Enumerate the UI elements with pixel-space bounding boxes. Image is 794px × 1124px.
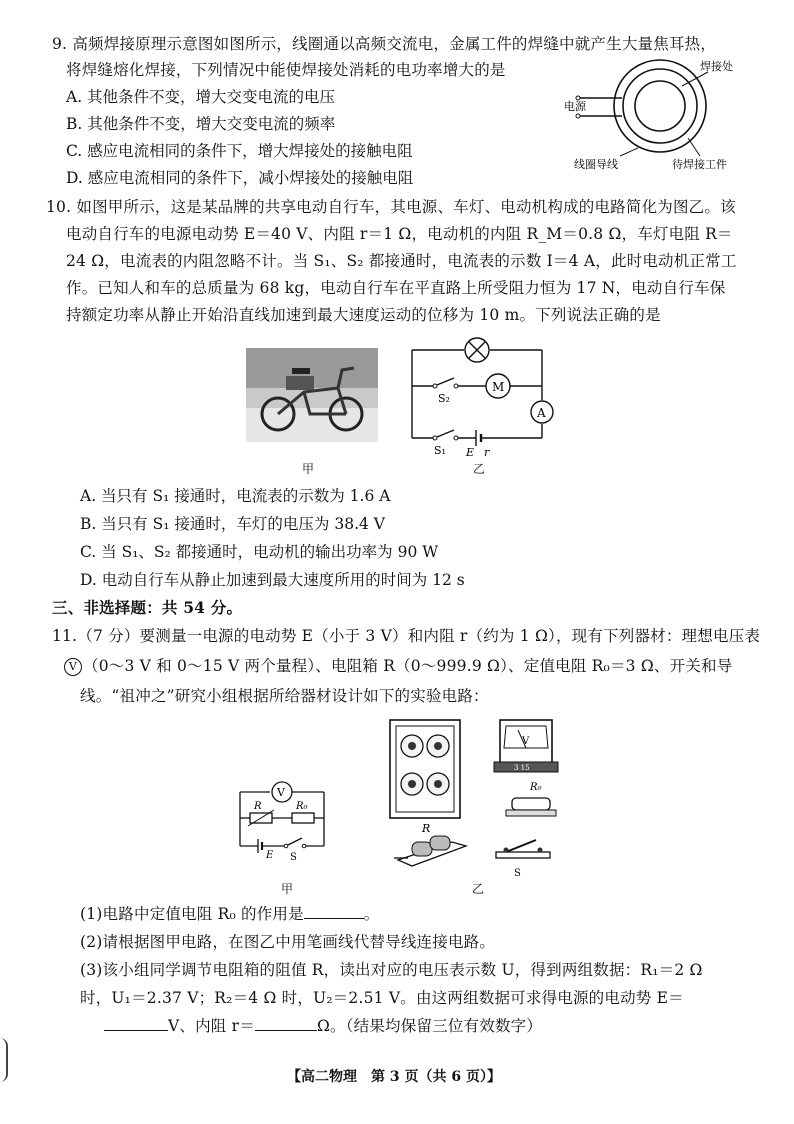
q11-sub1-end: 。 (363, 905, 380, 923)
q11-stem-line1: 11.（7 分）要测量一电源的电动势 E（小于 3 V）和内阻 r（约为 1 Ω），现有下列器材：理想电压表 (52, 627, 761, 645)
q10-circuit-s2-label: S₂ (438, 392, 450, 405)
q11-fig-yi-label: 乙 (472, 882, 485, 896)
q11-stem-line2-text: （0～3 V 和 0～15 V 两个量程）、电阻箱 R（0～999.9 Ω）、定值电阻 R₀＝3 Ω、开关和导 (83, 657, 733, 675)
q10-option-a: A. 当只有 S₁ 接通时，电流表的示数为 1.6 A (80, 487, 391, 505)
page-footer: 【高二物理 第 3 页（共 6 页）】 (287, 1069, 501, 1085)
q9-option-a: A. 其他条件不变，增大交变电流的电压 (66, 88, 336, 106)
q9-option-c: C. 感应电流相同的条件下，增大焊接处的接触电阻 (66, 142, 413, 160)
q10-fig-yi-label: 乙 (473, 462, 486, 476)
q11-sub3-line1: (3)该小组同学调节电阻箱的阻值 R，读出对应的电压表示数 U，得到两组数据：R₁＝2 Ω (80, 961, 703, 979)
q10-stem-line1: 10. 如图甲所示，这是某品牌的共享电动自行车，其电源、车灯、电动机构成的电路简化为图乙。该 (46, 198, 736, 216)
q11-circuit-v-label: V (277, 786, 285, 799)
q10-stem-line4: 作。已知人和车的总质量为 68 kg，电动自行车在平直路上所受阻力恒为 17 N，电动自行车保 (66, 279, 726, 297)
q11-apparatus-meter-scale: 3 15 (514, 764, 530, 772)
q10-bike-photo (246, 348, 378, 442)
section-3-heading: 三、非选择题：共 54 分。 (52, 598, 243, 617)
q9-label-coil-wire: 线圈导线 (574, 158, 618, 171)
q11-sub1-text: (1)电路中定值电阻 R₀ 的作用是 (80, 905, 304, 923)
q11-apparatus-r-label: R (422, 822, 431, 835)
q11-resistance-answer-blank[interactable] (255, 1016, 317, 1031)
q9-welding-figure (560, 56, 750, 176)
q11-circuit-e-label: E (266, 850, 274, 861)
q11-circuit-diagram (232, 778, 332, 862)
q10-fig-jia-label: 甲 (302, 462, 315, 476)
q11-apparatus-figure (386, 712, 576, 884)
q11-stem-line3: 线。“祖冲之”研究小组根据所给器材设计如下的实验电路： (80, 687, 489, 705)
q11-circuit-r0-label: R₀ (296, 801, 308, 812)
q11-fig-jia-label: 甲 (281, 882, 294, 896)
q11-stem-line2 (64, 656, 732, 676)
q11-sub3-line2: 时，U₁＝2.37 V；R₂＝4 Ω 时，U₂＝2.51 V。由这两组数据可求得电源的电动势 E＝ (80, 989, 684, 1007)
q10-stem-line5: 持额定功率从静止开始沿直线加速到最大速度运动的位移为 10 m。下列说法正确的是 (66, 306, 661, 324)
q11-sub1-answer-blank[interactable] (304, 904, 364, 919)
q9-stem-line2: 将焊缝熔化焊接，下列情况中能使焊接处消耗的电功率增大的是 (66, 61, 506, 79)
q9-option-d: D. 感应电流相同的条件下，减小焊接处的接触电阻 (66, 169, 414, 187)
q9-stem-line1: 9. 高频焊接原理示意图如图所示，线圈通以高频交流电，金属工件的焊缝中就产生大量焦耳热， (52, 35, 717, 53)
q11-sub2: (2)请根据图甲电路，在图乙中用笔画线代替导线连接电路。 (80, 933, 496, 951)
scan-edge-mark (0, 1038, 8, 1082)
q10-circuit-diagram (404, 336, 554, 460)
q11-sub3-end: Ω。（结果均保留三位有效数字） (316, 1017, 543, 1035)
q9-label-weld: 焊接处 (700, 60, 733, 73)
q11-sub3-mid: V、内阻 r＝ (168, 1017, 255, 1035)
q11-sub1 (80, 904, 380, 924)
q11-apparatus-voltmeter-v: V (522, 736, 530, 747)
q10-circuit-ammeter-label: A (537, 406, 546, 420)
q9-option-b: B. 其他条件不变，增大交变电流的频率 (66, 115, 336, 133)
q10-stem-line3: 24 Ω，电流表的内阻忽略不计。当 S₁、S₂ 都接通时，电流表的示数 I＝4 A，此时电动机正常工 (66, 252, 737, 270)
q11-apparatus-s-label: S (514, 868, 521, 879)
voltmeter-symbol-icon: V (64, 658, 82, 676)
q11-circuit-r-label: R (254, 801, 262, 812)
q10-option-b: B. 当只有 S₁ 接通时，车灯的电压为 38.4 V (80, 515, 385, 533)
q10-stem-line2: 电动自行车的电源电动势 E＝40 V、内阻 r＝1 Ω，电动机的内阻 R_M＝0.8 Ω，车灯电阻 R＝ (66, 225, 733, 243)
q11-sub3-line3 (104, 1016, 542, 1036)
q10-option-c: C. 当 S₁、S₂ 都接通时，电动机的输出功率为 90 W (80, 543, 439, 561)
q10-option-d: D. 电动自行车从静止加速到最大速度所用的时间为 12 s (80, 571, 465, 589)
q10-circuit-motor-label: M (492, 380, 505, 394)
q11-apparatus-r0-label: R₀ (530, 782, 542, 793)
q10-circuit-r-label: r (484, 446, 490, 459)
q11-emf-answer-blank[interactable] (104, 1016, 168, 1031)
q11-circuit-s-label: S (290, 852, 297, 862)
q9-label-power: 电源 (564, 100, 586, 113)
q10-circuit-e-label: E (466, 446, 475, 459)
q9-label-workpiece: 待焊接工件 (672, 158, 727, 171)
q10-circuit-s1-label: S₁ (434, 444, 446, 457)
